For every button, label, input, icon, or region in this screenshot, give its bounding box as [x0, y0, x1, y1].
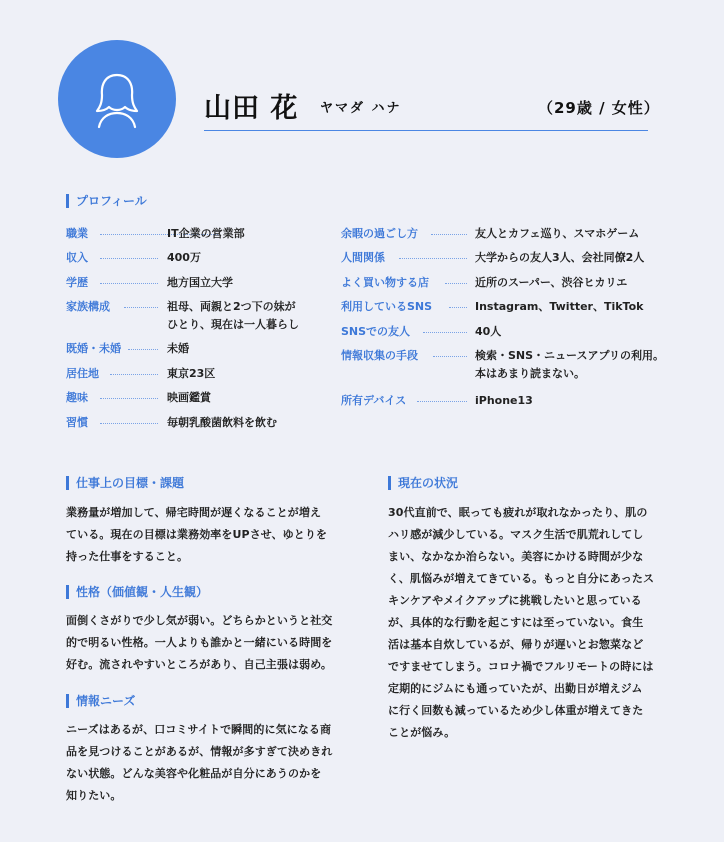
goals-text: [66, 502, 346, 568]
dotted-leader: [110, 374, 158, 375]
dotted-leader: [100, 423, 158, 424]
profile-value: 400万: [167, 251, 201, 264]
profile-label: 既婚・未婚: [66, 342, 121, 355]
situation-text: [388, 502, 678, 744]
dotted-leader: [399, 258, 467, 259]
profile-label: よく買い物する店: [341, 276, 429, 289]
profile-label: 居住地: [66, 367, 99, 380]
person-name-kana: ヤマダ ハナ: [320, 101, 402, 116]
profile-value: 毎朝乳酸菌飲料を飲む: [167, 416, 277, 429]
avatar: [58, 40, 176, 158]
profile-row-family: [66, 298, 336, 334]
profile-value: 地方国立大学: [167, 276, 233, 289]
situation-line: 定期的にジムにも通っていたが、出勤日が増えジム: [388, 682, 643, 695]
profile-label: 家族構成: [66, 300, 110, 313]
dotted-leader: [100, 283, 158, 284]
situation-line: く、肌悩みが増えてきている。もっと自分にあったス: [388, 572, 655, 585]
goals-line: 持った仕事をすること。: [66, 550, 189, 563]
personality-text: [66, 610, 346, 676]
situation-line: が、具体的な行動を起こすには至っていない。食生: [388, 616, 644, 629]
profile-value-line2: ひとり、現在は一人暮らし: [167, 318, 299, 331]
person-name: 山田 花: [204, 93, 299, 124]
dotted-leader: [128, 349, 158, 350]
person-icon: [85, 67, 149, 131]
profile-value: IT企業の営業部: [167, 227, 245, 240]
profile-value: 未婚: [167, 342, 189, 355]
profile-label: 趣味: [66, 391, 88, 404]
personality-heading: 性格（価値観・人生観）: [66, 585, 208, 599]
situation-heading: 現在の状況: [388, 476, 458, 490]
goals-line: 業務量が増加して、帰宅時間が遅くなることが増え: [66, 506, 322, 519]
profile-label: 情報収集の手段: [341, 349, 418, 362]
situation-line: キンケアやメイクアップに挑戦したいと思っている: [388, 594, 642, 607]
profile-value-line1: 祖母、両親と2つ下の妹が: [167, 300, 296, 313]
situation-line: ですませてしまう。コロナ禍でフルリモートの時には: [388, 660, 654, 673]
profile-label: 人間関係: [341, 251, 385, 264]
profile-value: 東京23区: [167, 367, 216, 380]
needs-line: 知りたい。: [66, 789, 122, 802]
profile-label: 所有デバイス: [341, 394, 407, 407]
profile-value: 近所のスーパー、渋谷ヒカリエ: [475, 276, 628, 289]
profile-label: SNSでの友人: [341, 325, 411, 338]
profile-row-info-gathering: [341, 347, 671, 383]
dotted-leader: [445, 283, 467, 284]
situation-line: 活は基本自炊しているが、帰りが遅いとお惣菜など: [388, 638, 644, 651]
profile-value: 映画鑑賞: [167, 391, 211, 404]
dotted-leader: [449, 307, 467, 308]
situation-line: 30代直前で、眠っても疲れが取れなかったり、肌の: [388, 506, 648, 519]
personality-line: 好む。流されやすいところがあり、自己主張は弱め。: [66, 658, 332, 671]
profile-value: 友人とカフェ巡り、スマホゲーム: [475, 227, 640, 240]
needs-line: ニーズはあるが、口コミサイトで瞬間的に気になる商: [66, 723, 332, 736]
profile-label: 学歴: [66, 276, 88, 289]
age-gender: （29歳 / 女性）: [538, 99, 660, 117]
profile-value-line1: 検索・SNS・ニュースアプリの利用。: [475, 349, 665, 362]
situation-line: ハリ感が減少している。マスク生活で肌荒れしてし: [388, 528, 644, 541]
personality-line: 的で明るい性格。一人よりも誰かと一緒にいる時間を: [66, 636, 333, 649]
dotted-leader: [417, 401, 467, 402]
needs-line: 品を見つけることがあるが、情報が多すぎて決めきれ: [66, 745, 333, 758]
profile-label: 職業: [66, 227, 88, 240]
profile-value: 40人: [475, 325, 502, 338]
needs-line: ない状態。どんな美容や化粧品が自分にあうのかを: [66, 767, 322, 780]
profile-value: 大学からの友人3人、会社同僚2人: [475, 251, 645, 264]
profile-value: Instagram、Twitter、TikTok: [475, 300, 644, 313]
profile-label: 利用しているSNS: [341, 300, 433, 313]
situation-line: ことが悩み。: [388, 726, 456, 739]
personality-line: 面倒くさがりで少し気が弱い。どちらかというと社交: [66, 614, 333, 627]
goals-line: ている。現在の目標は業務効率をUPさせ、ゆとりを: [66, 528, 328, 541]
needs-heading: 情報ニーズ: [66, 694, 135, 708]
dotted-leader: [100, 258, 158, 259]
dotted-leader: [423, 332, 467, 333]
profile-value: iPhone13: [475, 394, 533, 407]
dotted-leader: [100, 398, 158, 399]
goals-heading: 仕事上の目標・課題: [66, 476, 184, 490]
dotted-leader: [124, 307, 158, 308]
situation-line: まい、なかなか治らない。美容にかける時間が少な: [388, 550, 644, 563]
profile-heading: プロフィール: [66, 194, 147, 208]
profile-label: 余暇の過ごし方: [341, 227, 418, 240]
profile-value-line2: 本はあまり読まない。: [475, 367, 585, 380]
header-divider: [204, 130, 648, 131]
situation-line: に行く回数も減っているため少し体重が増えてきた: [388, 704, 644, 717]
dotted-leader: [431, 234, 467, 235]
profile-label: 習慣: [66, 416, 88, 429]
dotted-leader: [433, 356, 467, 357]
needs-text: [66, 719, 346, 807]
profile-label: 収入: [66, 251, 88, 264]
